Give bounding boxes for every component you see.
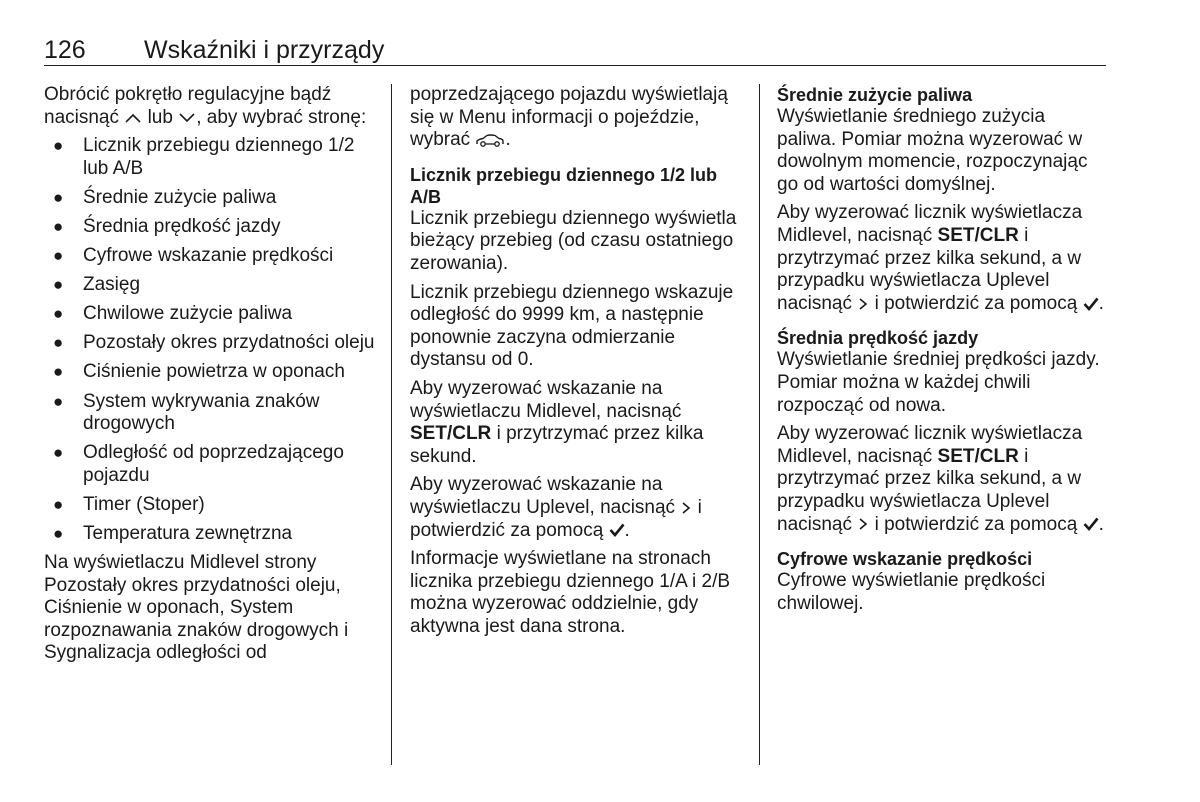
section-heading: Średnia prędkość jazdy [777, 328, 979, 349]
paragraph: Licznik przebiegu dziennego wyświetla bieżący przebieg (od czasu ostatniego zerowania). [410, 207, 737, 274]
continued-paragraph [410, 84, 740, 152]
paragraph-text: . [505, 129, 511, 151]
list-item-text: Odległość od poprzedzającego pojazdu [83, 442, 344, 486]
list-item-text: Licznik przebiegu dziennego 1/2 lub A/B [83, 135, 355, 179]
checkmark-icon [1083, 517, 1099, 531]
paragraph-text: i potwierdzić za pomocą [874, 292, 1078, 314]
list-item: ● Cyfrowe wskazanie prędkości [53, 245, 334, 267]
section-heading: Licznik przebiegu dziennego 1/2 lub A/B [410, 164, 718, 207]
list-item-text: System wykrywania znaków drogowych [83, 390, 320, 435]
paragraph-text: i przytrzymać przez kilka sekund. [410, 423, 704, 467]
column-divider [391, 84, 392, 765]
key-label: SET/CLR [937, 224, 1019, 246]
paragraph [777, 423, 1107, 536]
column-divider [759, 84, 760, 765]
section-heading: Średnie zużycie paliwa [777, 85, 973, 105]
list-item-text: Temperatura zewnętrzna [83, 523, 293, 544]
paragraph-text: Aby wyzerować wskazanie na wyświetlaczu Uplevel, nacisnąć [410, 474, 676, 518]
page-title: Wskaźniki i przyrządy [144, 36, 385, 64]
checkmark-icon [1083, 297, 1099, 311]
paragraph-text: . [1098, 513, 1104, 535]
list-item: ● Średnie zużycie paliwa [53, 186, 277, 208]
page-number: 126 [44, 36, 86, 64]
paragraph: Wyświetlanie średniego zużycia paliwa. Pomiar można wyzerować w dowolnym momencie, rozpoczynając go od wartości domyślnej. [777, 106, 1088, 195]
intro-text: , aby wybrać stronę: [196, 106, 367, 128]
list-item-text: Timer (Stoper) [83, 493, 205, 515]
paragraph-text: i przytrzymać przez kilka sekund, a w przypadku wyświetlacza Uplevel nacisnąć [777, 445, 1082, 535]
intro-text: lub [147, 106, 173, 128]
paragraph-text: . [1098, 292, 1104, 314]
list-item: ● Chwilowe zużycie paliwa [53, 303, 293, 325]
column-2 [410, 84, 740, 644]
paragraph: Licznik przebiegu dziennego wskazuje odległość do 9999 km, a następnie ponownie zaczyna odmierzanie dystansu od 0. [410, 281, 734, 371]
list-item: ● Średnia prędkość jazdy [53, 215, 281, 237]
paragraph-text: i potwierdzić za pomocą [410, 496, 702, 541]
key-label: SET/CLR [410, 423, 492, 445]
paragraph-text: Aby wyzerować wskazanie na wyświetlaczu Midlevel, nacisnąć [410, 377, 682, 422]
intro-text: Obrócić pokrętło regulacyjne bądź nacisnąć [44, 84, 332, 128]
list-item: ● Licznik przebiegu dziennego 1/2 lub A/B [53, 135, 355, 179]
list-item: ● Pozostały okres przydatności oleju [53, 332, 375, 354]
chevron-right-icon [857, 297, 869, 311]
paragraph-text: Aby wyzerować licznik wyświetlacza Midlevel, nacisnąć [777, 202, 1083, 246]
key-label: SET/CLR [937, 445, 1019, 467]
list-item: ● System wykrywania znaków drogowych [53, 390, 320, 435]
list-item-text: Zasięg [83, 274, 141, 296]
paragraph [777, 202, 1107, 315]
list-item-text: Pozostały okres przydatności oleju [83, 332, 375, 354]
chevron-right-icon [857, 517, 869, 531]
list-item: ● Zasięg [53, 274, 141, 296]
outro-paragraph: Na wyświetlaczu Midlevel strony Pozostały okres przydatności oleju, Ciśnienie w oponach, System rozpoznawania znaków drogowych i Sygnalizacja odległości od [44, 552, 349, 664]
chevron-up-icon [124, 112, 142, 124]
checkmark-icon [609, 523, 625, 537]
paragraph [410, 378, 740, 468]
car-icon [475, 133, 505, 147]
page-header [44, 36, 1106, 66]
paragraph: Informacje wyświetlane na stronach licznika przebiegu dziennego 1/A i 2/B można wyzerować oddzielnie, gdy aktywna jest dana strona. [410, 548, 731, 637]
paragraph: Wyświetlanie średniej prędkości jazdy. Pomiar można w każdej chwili rozpocząć od nowa. [777, 349, 1100, 416]
list-item: ● Timer (Stoper) [53, 493, 205, 515]
column-1 [44, 84, 379, 671]
list-item-text: Ciśnienie powietrza w oponach [83, 361, 345, 383]
list-item-text: Chwilowe zużycie paliwa [83, 303, 293, 325]
list-item-text: Średnie zużycie paliwa [83, 186, 277, 208]
list-item-text: Średnia prędkość jazdy [83, 215, 281, 237]
page-list [44, 135, 379, 545]
paragraph-text: poprzedzającego pojazdu wyświetlają się w Menu informacji o pojeździe, wybrać [410, 84, 728, 151]
list-item: ● Temperatura zewnętrzna [53, 523, 293, 544]
section-heading: Cyfrowe wskazanie prędkości [777, 549, 1033, 570]
intro-paragraph [44, 84, 379, 129]
paragraph: Cyfrowe wyświetlanie prędkości chwilowej. [777, 570, 1046, 614]
paragraph-text: i potwierdzić za pomocą [874, 513, 1078, 535]
paragraph [410, 474, 740, 542]
list-item: ● Odległość od poprzedzającego pojazdu [53, 442, 344, 486]
column-3 [777, 84, 1107, 621]
chevron-down-icon [178, 112, 196, 124]
paragraph-text: . [624, 519, 630, 541]
paragraph-text: Aby wyzerować licznik wyświetlacza Midlevel, nacisnąć [777, 423, 1083, 467]
list-item-text: Cyfrowe wskazanie prędkości [83, 245, 334, 267]
paragraph-text: i przytrzymać przez kilka sekund, a w przypadku wyświetlacza Uplevel nacisnąć [777, 224, 1082, 314]
chevron-right-icon [680, 501, 692, 515]
list-item: ● Ciśnienie powietrza w oponach [53, 361, 345, 383]
